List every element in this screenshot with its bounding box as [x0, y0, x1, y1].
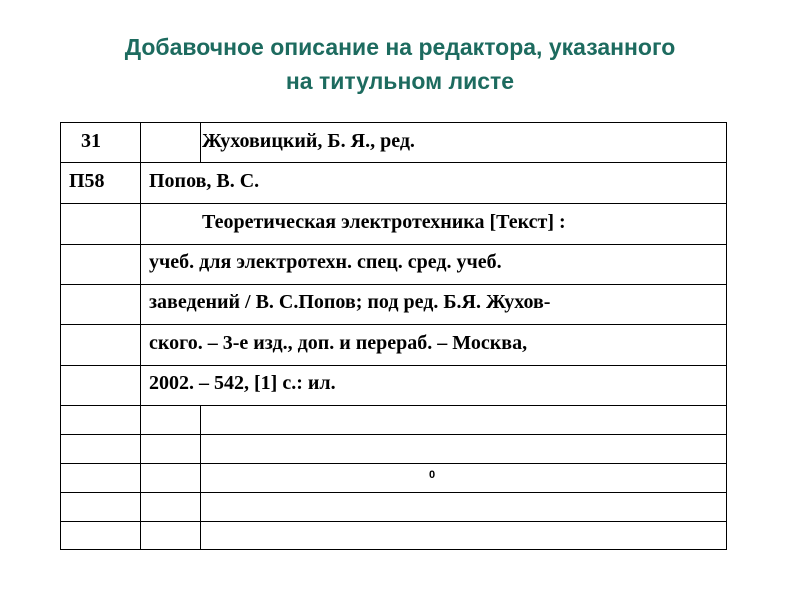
card-column-rule — [140, 123, 141, 549]
title-line-2: на титульном листе — [285, 68, 515, 94]
card-rule — [61, 405, 726, 406]
card-indent-rule — [200, 405, 201, 549]
description-line: ского. – 3-е изд., доп. и перераб. – Москва, — [149, 332, 528, 354]
card-rule — [61, 365, 726, 366]
card-rule — [61, 521, 726, 522]
description-line: 2002. – 542, [1] с.: ил. — [149, 372, 336, 394]
description-line: учеб. для электротехн. спец. сред. учеб. — [149, 251, 502, 273]
card-rule — [61, 284, 726, 285]
card-rule — [61, 203, 726, 204]
main-heading: Попов, В. С. — [149, 170, 260, 192]
card-rule — [61, 244, 726, 245]
card-rule — [61, 463, 726, 464]
index-code: 31 — [81, 130, 101, 152]
description-line: Теоретическая электротехника [Текст] : — [202, 211, 566, 233]
page-title — [0, 30, 800, 98]
card-rule — [61, 492, 726, 493]
author-mark: П58 — [69, 170, 105, 192]
description-line: заведений / В. С.Попов; под ред. Б.Я. Жухов- — [149, 291, 551, 313]
card-indent-rule — [200, 123, 201, 162]
catalog-card — [60, 122, 727, 550]
entry-heading: Жуховицкий, Б. Я., ред. — [202, 130, 415, 152]
footer-mark: 0 — [429, 469, 436, 481]
card-rule — [61, 162, 726, 163]
title-line-1: Добавочное описание на редактора, указанного — [124, 34, 676, 60]
card-rule — [61, 324, 726, 325]
card-rule — [61, 434, 726, 435]
